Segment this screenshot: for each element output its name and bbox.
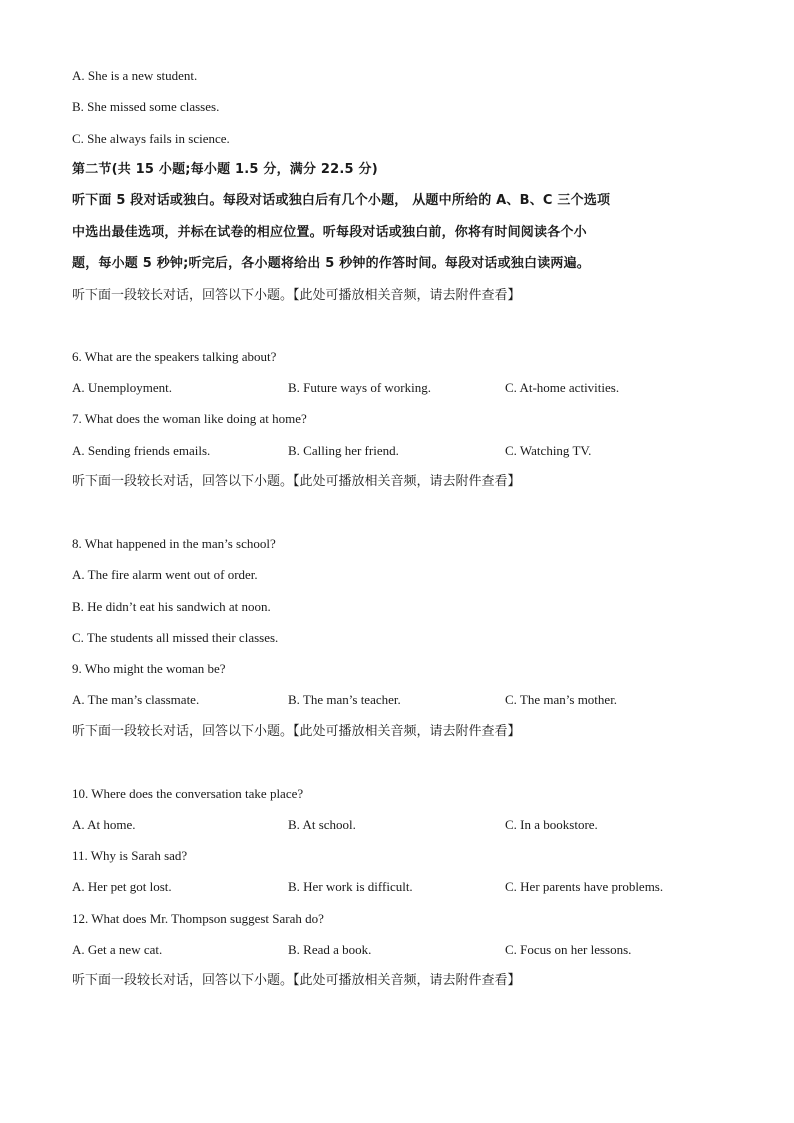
q10-options <box>72 817 722 833</box>
q7-option-b: B. Calling her friend. <box>288 443 399 458</box>
q11-stem: 11. Why is Sarah sad? <box>72 848 188 863</box>
section-heading: 第二节(共 15 小题;每小题 1.5 分，满分 22.5 分) <box>72 162 378 177</box>
instructions-line-1: 听下面 5 段对话或独白。每段对话或独白后有几个小题， 从题中所给的 A、B、C 三个选项 <box>72 193 611 208</box>
q7-stem: 7. What does the woman like doing at home? <box>72 411 307 426</box>
q10-option-c: C. In a bookstore. <box>505 817 598 832</box>
q6-stem: 6. What are the speakers talking about? <box>72 349 277 364</box>
q12-option-a: A. Get a new cat. <box>72 942 163 957</box>
q10-option-a: A. At home. <box>72 817 136 832</box>
q9-option-b: B. The man’s teacher. <box>288 692 401 707</box>
q10-option-b: B. At school. <box>288 817 356 832</box>
q6-option-a: A. Unemployment. <box>72 380 173 395</box>
q8-stem: 8. What happened in the man’s school? <box>72 536 276 551</box>
q12-stem: 12. What does Mr. Thompson suggest Sarah do? <box>72 911 324 926</box>
q7-options <box>72 443 722 459</box>
q8-option-a: A. The fire alarm went out of order. <box>72 567 258 582</box>
audio-notice-4: 听下面一段较长对话，回答以下小题。【此处可播放相关音频，请去附件查看】 <box>72 973 521 988</box>
q9-options <box>72 692 722 708</box>
q8-option-b: B. He didn’t eat his sandwich at noon. <box>72 599 271 614</box>
q11-options <box>72 879 722 895</box>
instructions-line-2: 中选出最佳选项，并标在试卷的相应位置。听每段对话或独白前，你将有时间阅读各个小 <box>72 225 587 240</box>
q9-option-a: A. The man’s classmate. <box>72 692 200 707</box>
q9-option-c: C. The man’s mother. <box>505 692 618 707</box>
q11-option-b: B. Her work is difficult. <box>288 879 413 894</box>
q12-option-b: B. Read a book. <box>288 942 372 957</box>
instructions-line-3: 题，每小题 5 秒钟;听完后，各小题将给出 5 秒钟的作答时间。每段对话或独白读两遍。 <box>72 256 590 271</box>
audio-notice-3: 听下面一段较长对话，回答以下小题。【此处可播放相关音频，请去附件查看】 <box>72 724 521 739</box>
q11-option-c: C. Her parents have problems. <box>505 879 664 894</box>
q12-options <box>72 942 722 958</box>
q5-option-b: B. She missed some classes. <box>72 99 220 114</box>
audio-notice-1: 听下面一段较长对话，回答以下小题。【此处可播放相关音频，请去附件查看】 <box>72 288 521 303</box>
q10-stem: 10. Where does the conversation take place? <box>72 786 304 801</box>
q11-option-a: A. Her pet got lost. <box>72 879 172 894</box>
q9-stem: 9. Who might the woman be? <box>72 661 226 676</box>
q6-option-b: B. Future ways of working. <box>288 380 431 395</box>
q7-option-a: A. Sending friends emails. <box>72 443 211 458</box>
q6-option-c: C. At-home activities. <box>505 380 620 395</box>
q8-option-c: C. The students all missed their classes. <box>72 630 279 645</box>
audio-notice-2: 听下面一段较长对话，回答以下小题。【此处可播放相关音频，请去附件查看】 <box>72 474 521 489</box>
q5-option-a: A. She is a new student. <box>72 68 198 83</box>
q5-option-c: C. She always fails in science. <box>72 131 230 146</box>
q12-option-c: C. Focus on her lessons. <box>505 942 632 957</box>
q7-option-c: C. Watching TV. <box>505 443 592 458</box>
q6-options <box>72 380 722 396</box>
